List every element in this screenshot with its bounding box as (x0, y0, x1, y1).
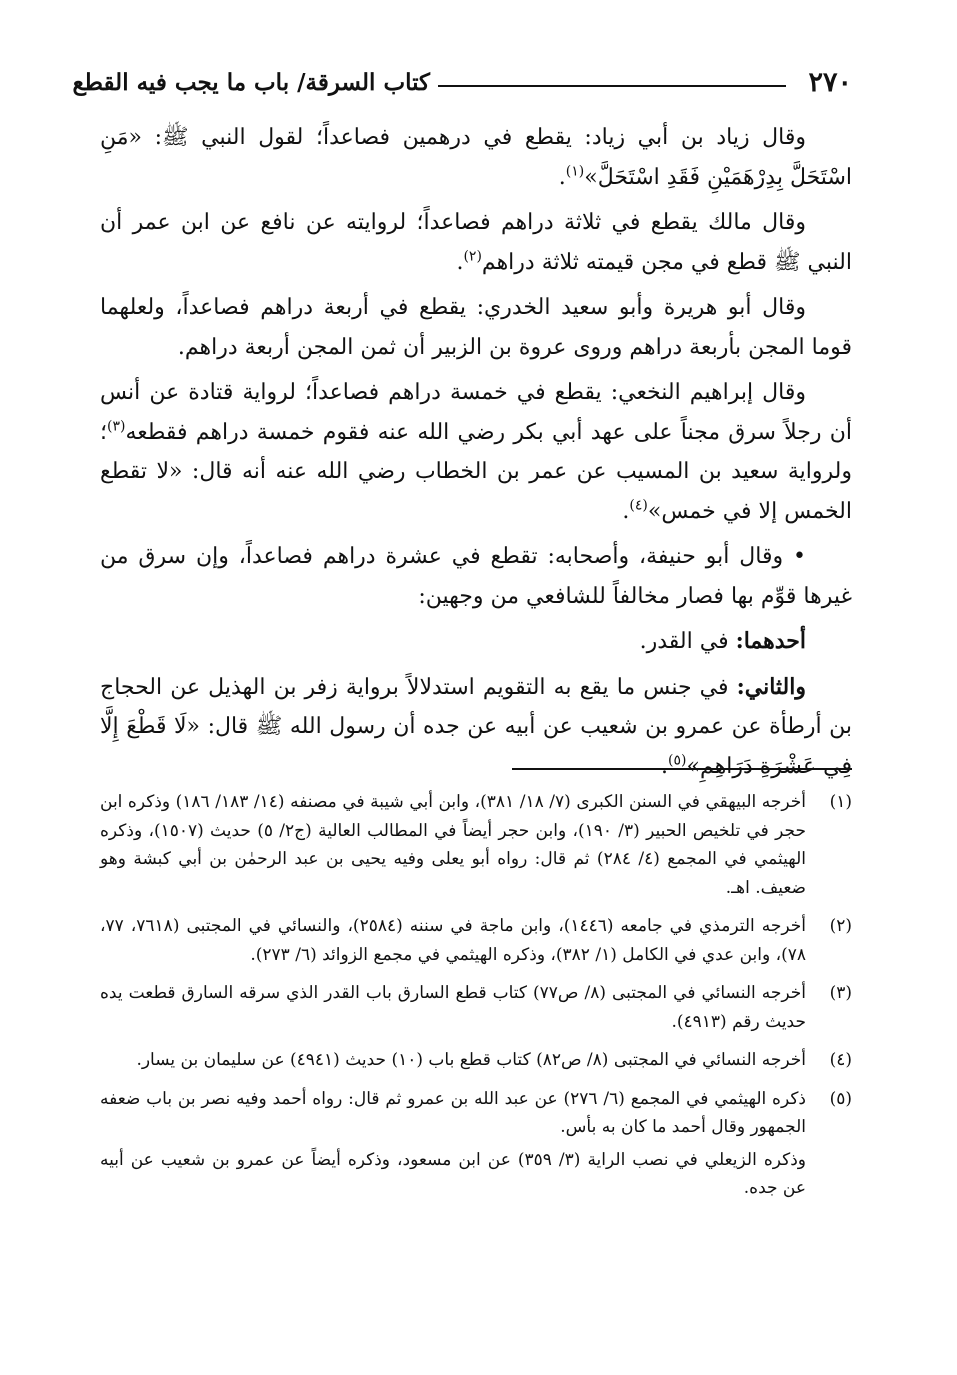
text-run: . (661, 753, 669, 779)
text-run: ؛ ولرواية سعيد بن المسيب عن عمر بن الخطاب رضي الله عنه أنه قال: «لا تقطع الخمس إلا في خمس» (100, 419, 852, 524)
footnote-body (100, 1046, 806, 1075)
paragraph-p4 (100, 373, 852, 531)
text-run: في القدر. (639, 629, 736, 654)
footnote-text: ذكره الهيثمي في المجمع (٦/ ٢٧٦) عن عبد الله بن عمرو ثم قال: رواه أحمد وفيه نصر بن باب ضعفه الجمهور وقال أحمد ما كان به بأس. (100, 1088, 806, 1137)
paragraph-p3 (100, 288, 852, 367)
lead-term: والثاني: (736, 673, 806, 700)
footnote-body (100, 788, 806, 902)
footnote-ref: (٤) (629, 497, 648, 514)
footnote-body (100, 1085, 806, 1203)
paragraph-p5 (100, 537, 852, 616)
footnote-separator (512, 768, 852, 770)
paragraph-p6 (100, 622, 852, 662)
footnote-ref: (٣) (107, 418, 126, 435)
footnote-mark: (٤) (829, 1050, 852, 1070)
footnote-mark: (٢) (829, 916, 852, 936)
footnote-mark: (١) (829, 792, 852, 812)
footnote-ref: (٥) (668, 752, 687, 769)
text-run: وقال زياد بن أبي زياد: يقطع في درهمين فصاعداً؛ لقول النبي ﷺ: «مَنِ اسْتَحَلَّ بِدِرْهَمَيْنِ فَقَدِ اسْتَحَلَّ» (100, 125, 852, 190)
footnote-text: أخرجه البيهقي في السنن الكبرى (٧/ ١٨/ ٣٨١)، وابن أبي شيبة في مصنفه (١٤/ ١٨٣/ ١٨٦) وذكره ابن حجر في تلخيص الحبير (٣/ ١٩٠)، وابن حجر أيضاً في المطالب العالية (ج٢/ ٥) حديث (١٥٠٧)، وذكره الهيثمي في المجمع (٤/ ٢٨٤) ثم قال: رواه أبو يعلى وفيه يحيى بن عبد الرحمٰن بن أبي كبشة وهو ضعيف. اهـ. (100, 792, 807, 898)
text-run: . (622, 498, 630, 524)
page-number: ٢٧٠ (808, 67, 852, 98)
footnote-ref: (١) (565, 163, 585, 180)
footnote (100, 788, 852, 902)
footnote-text: وذكره الزيعلي في نصب الراية (٣/ ٣٥٩) عن ابن مسعود، وذكره أيضاً عن عمرو بن شعيب عن أبيه عن جده. (100, 1149, 806, 1198)
footnotes (100, 788, 852, 1213)
text-run: في جنس ما يقع به التقويم استدلالاً برواية زفر بن الهذيل عن الحجاج بن أرطأة عن عمرو بن شعيب عن أبيه عن جده أن رسول الله ﷺ قال: «لَا قَطْعَ إِلَّا فِي عَشْرَةِ دَرَاهِمِ» (100, 674, 852, 779)
text-run: • وقال أبو حنيفة، وأصحابه: تقطع في عشرة دراهم فصاعداً، وإن سرق من غيرها قوِّم بها فصار مخالفاً للشافعي من وجهين: (100, 544, 852, 609)
text-run: وقال أبو هريرة وأبو سعيد الخدري: يقطع في أربعة دراهم فصاعداً، ولعلهما قوما المجن بأربعة دراهم وروى عروة بن الزبير أن ثمن المجن أربعة دراهم. (100, 295, 852, 360)
page-header (72, 62, 852, 106)
paragraph-p2 (100, 203, 852, 282)
footnote-text: أخرجه النسائي في المجتبى (٨/ ص٧٧) كتاب قطع السارق باب القدر الذي سرقه السارق قطعت يده حديث رقم (٤٩١٣). (100, 983, 806, 1032)
footnote-mark: (٥) (829, 1088, 852, 1109)
text-run: وقال مالك يقطع في ثلاثة دراهم فصاعداً؛ لروايته عن نافع عن ابن عمر أن النبي ﷺ قطع في مجن قيمته ثلاثة دراهم (100, 210, 852, 275)
footnote-text: أخرجه الترمذي في جامعه (١٤٤٦)، وابن ماجة في سننه (٢٥٨٤)، والنسائي في المجتبى (٧٦١٨، ٧٧، ٧٨)، وابن عدي في الكامل (١/ ٣٨٢)، وذكره الهيثمي في مجمع الزوائد (٦/ ٢٧٣). (100, 916, 807, 965)
footnote-body (100, 912, 806, 969)
footnote-body (100, 979, 806, 1036)
footnote-ref: (٢) (463, 248, 482, 265)
lead-term: أحدهما: (735, 628, 806, 654)
text-run: . (558, 164, 566, 190)
footnote-mark: (٣) (829, 983, 852, 1003)
main-text (100, 118, 852, 792)
text-run: وقال إبراهيم النخعي: يقطع في خمسة دراهم فصاعداً؛ لرواية قتادة عن أنس أن رجلاً سرق مجناً على عهد أبي بكر رضي الله عنه فقوم خمسة دراهم فقطعه (100, 380, 852, 445)
footnote (100, 912, 852, 969)
footnote (100, 979, 852, 1036)
footnote (100, 1046, 852, 1075)
running-title: كتاب السرقة/ باب ما يجب فيه القطع (72, 69, 430, 96)
text-run: . (456, 249, 464, 275)
footnote (100, 1085, 852, 1203)
header-rule (438, 85, 786, 87)
paragraph-p1 (100, 118, 852, 197)
footnote-text: أخرجه النسائي في المجتبى (٨/ ص٨٢) كتاب قطع باب (١٠) حديث (٤٩٤١) عن سليمان بن يسار. (136, 1050, 806, 1070)
